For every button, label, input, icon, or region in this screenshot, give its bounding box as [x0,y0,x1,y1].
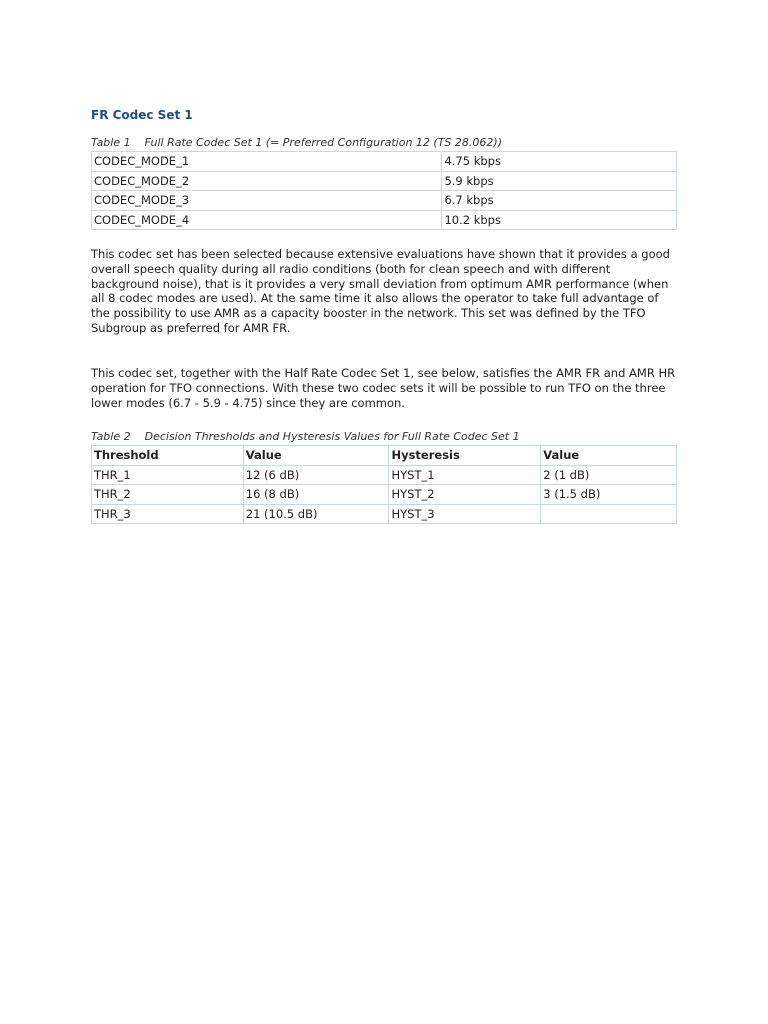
table-cell: HYST_1 [389,465,541,485]
paragraph-codec-rationale: This codec set has been selected because extensive evaluations have shown that it provides a good overall speech quality during all radio conditions (both for clean speech and with different background noise), that is it provides a very small deviation from optimum AMR performance (when all 8 codec modes are used). At the same time it also allows the operator to take full advantage of the possibility to use AMR as a capacity booster in the network. This set was defined by the TFO Subgroup as preferred for AMR FR. [91,247,670,335]
table1-caption [91,136,502,149]
table-row [92,152,677,172]
table-cell: 16 (8 dB) [243,485,389,505]
table-cell: CODEC_MODE_4 [92,210,442,230]
column-header: Hysteresis [389,446,541,466]
codec-mode-table [91,151,677,230]
table-header-row [92,446,677,466]
table-cell: THR_3 [92,504,244,524]
column-header: Value [243,446,389,466]
section-heading: FR Codec Set 1 [91,108,193,122]
table1-caption-text: Full Rate Codec Set 1 (= Preferred Configuration 12 (TS 28.062)) [144,136,502,149]
table-row [92,485,677,505]
table-cell: THR_1 [92,465,244,485]
table-row [92,171,677,191]
table-cell: 21 (10.5 dB) [243,504,389,524]
column-header: Threshold [92,446,244,466]
table-cell: 5.9 kbps [442,171,677,191]
table1-caption-number: Table 1 [91,136,131,149]
table-row [92,191,677,211]
table-row [92,210,677,230]
table-cell: 12 (6 dB) [243,465,389,485]
table-cell: HYST_3 [389,504,541,524]
table-cell: THR_2 [92,485,244,505]
threshold-hysteresis-table [91,445,677,524]
table-cell: 3 (1.5 dB) [541,485,677,505]
table-cell: HYST_2 [389,485,541,505]
table-cell [541,504,677,524]
table-cell: 4.75 kbps [442,152,677,172]
table-cell: 10.2 kbps [442,210,677,230]
table2-caption [91,430,520,443]
table2-caption-text: Decision Thresholds and Hysteresis Values for Full Rate Codec Set 1 [144,430,520,443]
table-cell: 2 (1 dB) [541,465,677,485]
table-row [92,465,677,485]
table-row [92,504,677,524]
table-cell: CODEC_MODE_1 [92,152,442,172]
table2-caption-number: Table 2 [91,430,131,443]
table-cell: 6.7 kbps [442,191,677,211]
paragraph-tfo-operation: This codec set, together with the Half Rate Codec Set 1, see below, satisfies the AMR FR and AMR HR operation for TFO connections. With these two codec sets it will be possible to run TFO on the three lower modes (6.7 - 5.9 - 4.75) since they are common. [91,366,676,410]
table-cell: CODEC_MODE_3 [92,191,442,211]
table-cell: CODEC_MODE_2 [92,171,442,191]
column-header: Value [541,446,677,466]
